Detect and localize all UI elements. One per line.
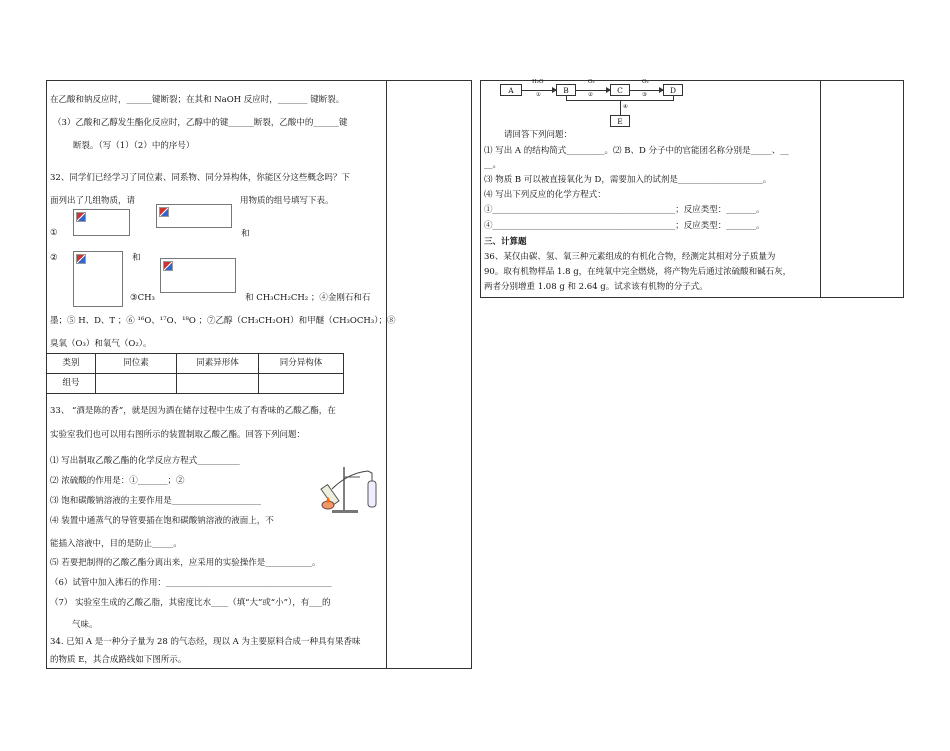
image-icon [163,261,173,271]
q31-line2: （3）乙酸和乙醇发生酯化反应时，乙醇中的键______断裂，乙酸中的______键 [53,118,348,128]
item-3-rest: 和 CH₃CH₂CH₂ ；④金刚石和石 [245,293,371,303]
q33-sub1: ⑴ 写出制取乙酸乙酯的化学反应方程式__________ [50,456,240,466]
flow-node-e: E [610,115,630,127]
flow-label: O₂ [642,79,649,85]
q34-reaction-4: ④___________________________________________；反应类型：_______。 [484,221,765,231]
q31-line3: 断裂。（写（1）（2）中的序号） [73,141,195,151]
section-heading: 三、计算题 [484,237,527,247]
flow-arrow [630,90,663,91]
flow-label: H₂O [532,79,544,85]
ester-apparatus-illustration [318,463,388,515]
table-header-cell: 类别 [47,354,96,374]
q32-line5: 臭氧（O₃）和氧气（O₂）。 [50,339,152,349]
structure-image-placeholder [73,209,130,236]
structure-image-placeholder [156,204,232,228]
right-page-frame [480,80,904,298]
q33-sub2: ⑵ 浓硫酸的作用是：①_______；② [50,476,185,486]
q36-line1: 36、某仅由碳、氢、氧三种元素组成的有机化合物，经测定其相对分子质量为 [484,252,776,262]
q33-sub3: ⑶ 饱和碳酸钠溶液的主要作用是_____________________ [50,496,261,506]
and-label: 和 [241,229,250,239]
answer-cell[interactable] [177,374,259,394]
table-header-row [47,354,344,374]
right-margin-divider [820,80,821,298]
flow-node-c: C [610,84,630,96]
flow-label: ④ [623,104,628,110]
table-header-cell: 同分异构体 [259,354,344,374]
q31-line1: 在乙酸和钠反应时，______键断裂；在其和 NaOH 反应时，_______ 键断裂。 [50,95,345,105]
flow-node-d: D [663,84,683,96]
q32-line2b: 用物质的组号填写下表。 [240,196,334,206]
left-margin-divider [386,80,387,669]
q33-sub5: ⑸ 若要把制得的乙酸乙酯分离出来，应采用的实验操作是___________。 [50,558,321,568]
q34-sub1: ⑴ 写出 A 的结构简式_________。⑵ B、D 分子中的官能团名称分别是_____、__ [484,146,789,156]
q32-line2a: 面列出了几组物质，请 [50,196,136,206]
image-icon [76,254,86,264]
q33-sub4b: 能插入溶液中，目的是防止_____。 [50,539,182,549]
q32-line1: 32、同学们已经学习了同位素、同系物、同分异构体，你能区分这些概念吗？下 [50,173,350,183]
and-label: 和 [132,253,141,263]
q33-sub6: （6）试管中加入沸石的作用：_______________________________________ [50,578,332,588]
flow-label: O₂ [588,79,595,85]
table-row-label: 组号 [47,374,96,394]
flow-connector [620,100,621,115]
structure-image-placeholder [160,258,236,293]
answer-cell[interactable] [259,374,344,394]
q33-line2: 实验室我们也可以用右图所示的装置制取乙酸乙酯。回答下列问题： [50,430,306,440]
table-row [47,374,344,394]
q34-sub4: ⑷ 写出下列反应的化学方程式： [484,190,606,200]
q34-reaction-1: ①___________________________________________；反应类型：_______。 [484,205,765,215]
table-header-cell: 同素异形体 [177,354,259,374]
flow-arrow [576,90,610,91]
q36-line3: 两者分别增重 1.08 g 和 2.64 g。试求该有机物的分子式。 [484,282,708,292]
image-icon [76,212,86,222]
flow-arrow [522,90,556,91]
item-1-marker: ① [50,228,58,238]
q34-line2: 的物质 E，其合成路线如下图所示。 [50,655,187,665]
q33-sub7a: （7） 实验室生成的乙酸乙脂，其密度比水____（填“大”或“小”），有___的 [50,598,331,608]
item-2-marker: ② [50,253,58,263]
flow-node-b: B [556,84,576,96]
q36-line2: 90。取有机物样品 1.8 g，在纯氧中完全燃烧，将产物先后通过浓硫酸和碱石灰， [484,267,792,277]
q34-prompt: 请回答下列问题： [504,130,573,140]
q32-line4: 墨；⑤ H、D、T ；⑥ ¹⁶O、¹⁷O、¹⁸O ；⑦乙醇（CH₃CH₂OH）和甲醚（CH₃OCH₃）；⑧ [50,316,396,326]
q34-sub3: ⑶ 物质 B 可以被直接氧化为 D，需要加入的试剂是____________________。 [484,175,772,185]
q33-sub4a: ⑷ 装置中通蒸气的导管要插在饱和碳酸钠溶液的液面上，不 [50,516,274,526]
flow-label: ② [588,92,593,98]
flow-node-a: A [500,84,522,96]
q34-line1: 34. 已知 A 是一种分子量为 28 的气态烃，现以 A 为主要原料合成一种具有果香味 [50,637,361,647]
q33-sub7b: 气味。 [72,620,98,630]
q34-sub1b: __。 [484,160,502,170]
flow-label: ③ [642,92,647,98]
table-header-cell: 同位素 [96,354,177,374]
item-3-formula: ③CH₃ [130,293,155,303]
image-icon [159,207,169,217]
answer-cell[interactable] [96,374,177,394]
q33-line1: 33、 “酒是陈的香”，就是因为酒在储存过程中生成了有香味的乙酸乙酯，在 [50,406,336,416]
classification-table [46,353,344,394]
flow-label: ① [536,92,541,98]
structure-image-placeholder [73,251,123,307]
